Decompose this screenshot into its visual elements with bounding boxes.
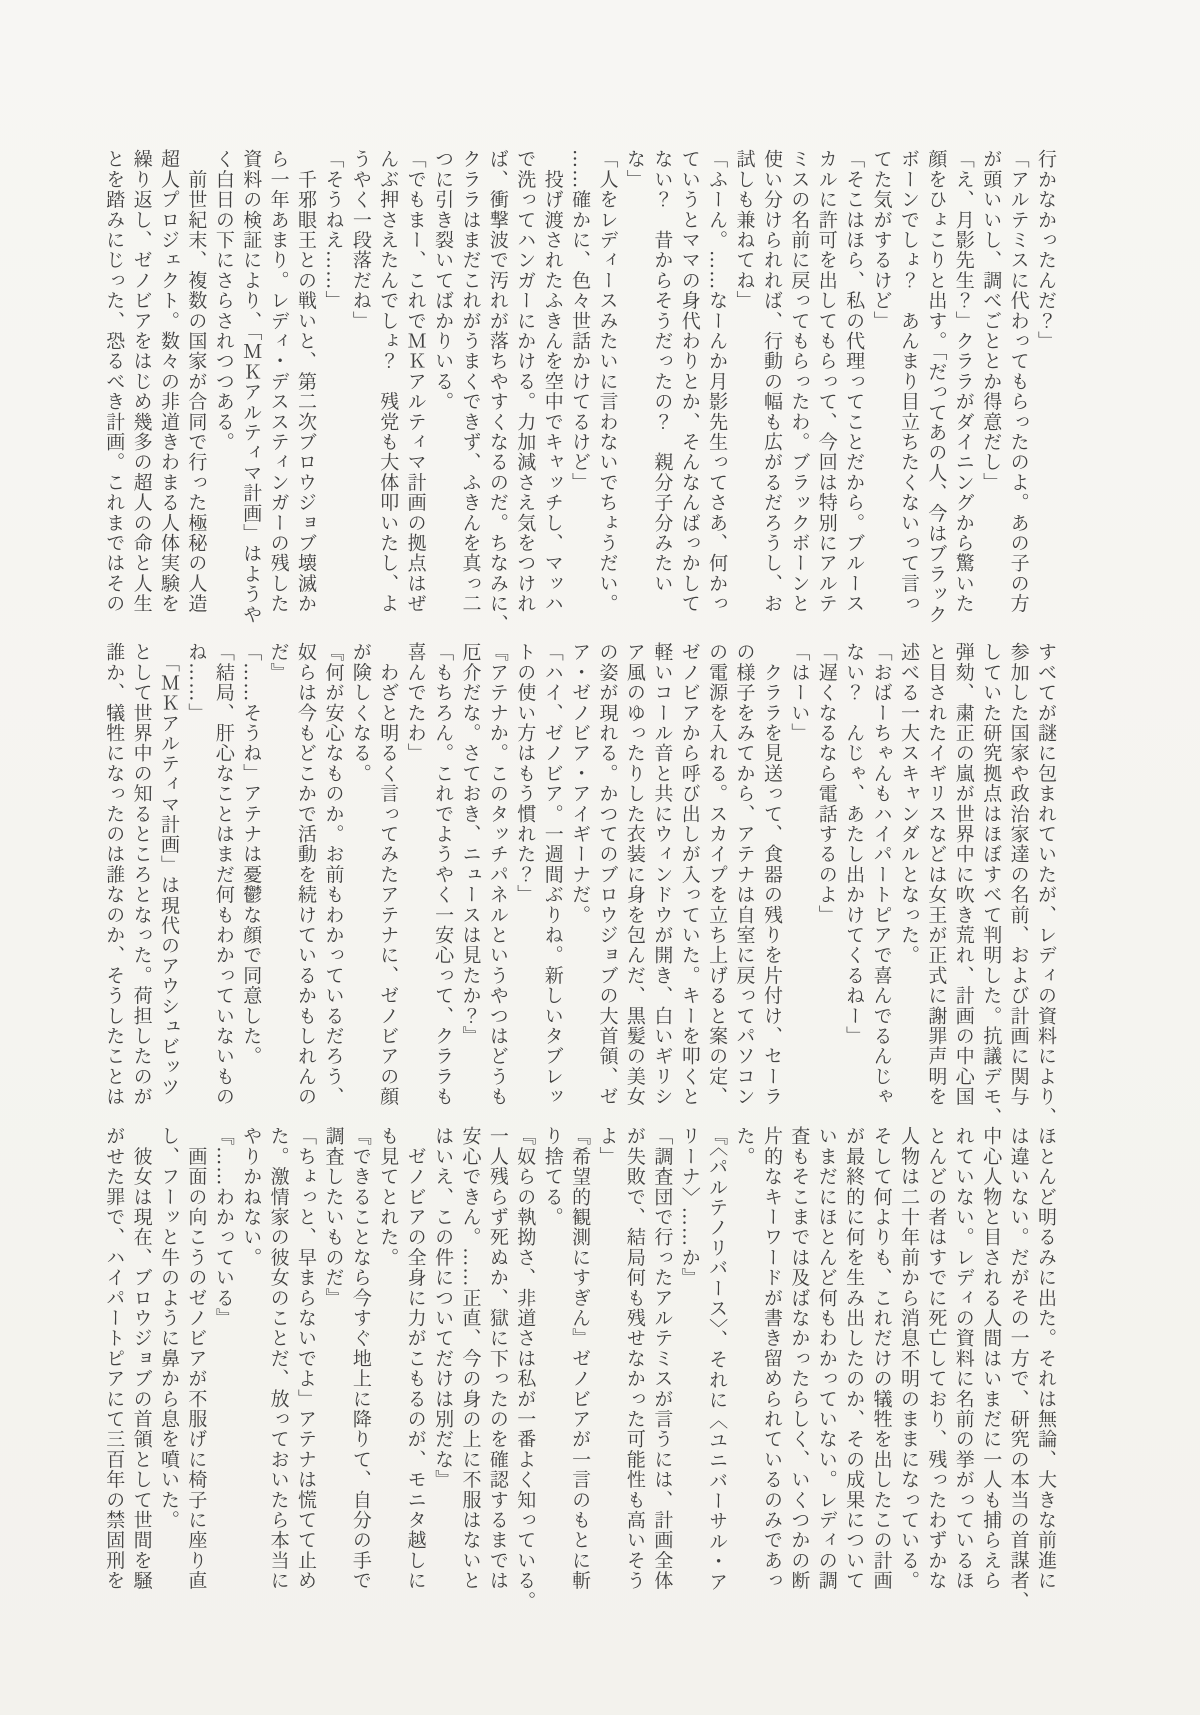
text-line: ほとんど明るみに出た。それは無論、大きな前進に [1035,1126,1057,1591]
text-line: が険しくなる。 [349,642,372,784]
text-line: 喜んでたわ」 [404,642,427,764]
text-line: ゼノビアから呼び出しが入っていた。キーを叩くと [678,642,701,1107]
text-line: ば、衝撃波で汚れが落ちやすくなるのだ。ちなみに、 [486,149,509,634]
text-block-middle [100,642,1059,1162]
text-line: た。激情家の彼女のことだ、放っておいたら本当に [267,1126,290,1591]
text-line: 画面の向こうのゼノビアが不服げに椅子に座り直 [185,1126,208,1591]
text-line: の様子をみてから、アテナは自室に戻ってパソコン [733,642,756,1107]
text-line: 「そこはほら、私の代理ってことだから。ブルース [843,149,866,614]
text-line: た。 [733,1126,756,1167]
text-line: 「おばーちゃんもハイパートピアで喜んでるんじゃ [870,642,893,1107]
text-line: 試しも兼ねてね」 [733,149,756,311]
text-line: がせた罪で、ハイパートピアにて三百年の禁固刑を [103,1126,126,1591]
text-line: そして何よりも、これだけの犠牲を出したこの計画 [870,1126,893,1591]
text-line: 調査したいものだ』 [322,1126,345,1308]
text-line: 「遅くなるなら電話するのよ」 [815,642,838,925]
text-line: 「ＭＫアルティマ計画」は現代のアウシュビッツ [158,642,180,1098]
text-line: と目されたイギリスなどは女王が正式に謝罪声明を [925,642,948,1107]
text-line: 「調査団で行ったアルテミスが言うには、計画全体 [651,1126,674,1591]
text-line: 資料の検証により、「ＭＫアルティマ計画」はようや [240,149,263,625]
text-line: 一人残らず死ぬか、獄に下ったのを確認するまでは [486,1126,509,1591]
text-line: 投げ渡されたふきんを空中でキャッチし、マッハ [541,149,564,614]
text-line: く白日の下にさらされつつある。 [212,149,235,452]
text-line: すべてが謎に包まれていたが、レディの資料により、 [1035,642,1057,1127]
text-line: 「ちょっと、早まらないでよ」アテナは慌てて止め [295,1126,318,1591]
text-line: 片的なキーワードが書き留められているのみであっ [760,1126,783,1591]
text-line: 『〈パルテノリバース〉、それに〈ユニバーサル・ア [706,1126,729,1592]
text-line: トの使い方はもう慣れた？」 [514,642,537,905]
text-line: 厄介だな。さておき、ニュースは見たか？』 [459,642,482,1046]
text-line: が最終的に何を生み出したのか、その成果について [843,1126,866,1591]
text-line: ゼノビアの全身に力がこもるのが、モニタ越しに [404,1126,427,1591]
text-line: クララはまだこれがうまくできず、ふきんを真っ二 [459,149,482,614]
text-line: し、フーッと牛のように鼻から息を噴いた。 [158,1126,180,1530]
text-block-top [100,149,1059,669]
text-line: 弾劾、粛正の嵐が世界中に吹き荒れ、計画の中心国 [952,642,975,1107]
text-line: とを踏みにじった、恐るべき計画。これまではその [103,149,126,614]
text-line: とんどの者はすでに死亡しており、残ったわずかな [925,1126,948,1591]
text-line: として世界中の知るところとなった。荷担したのが [130,642,153,1107]
text-line: で洗ってハンガーにかける。力加減さえ気をつけれ [514,149,537,614]
text-line: 千邪眼王との戦いと、第二次ブロウジョブ壊滅か [295,149,318,614]
text-line: リーナ〉……か』 [678,1126,701,1288]
text-line: いまだにほとんど何もわかっていない。レディの調 [815,1126,838,1591]
text-line: ……確かに、色々世話かけてるけど」 [569,149,592,493]
text-line: はいえ、この件についてだけは別だな』 [432,1126,455,1490]
text-line: 彼女は現在、ブロウジョブの首領として世間を騒 [130,1126,153,1591]
text-line: ア風のゆったりした衣装に身を包んだ、黒髪の美女 [623,642,646,1107]
text-line: わざと明るく言ってみたアテナに、ゼノビアの顔 [377,642,400,1107]
text-line: 「え、月影先生？」クララがダイニングから驚いた [952,149,975,614]
text-line: 「ふーん。……なーんか月影先生ってさあ、何かっ [706,149,729,614]
text-line: な」 [623,149,646,190]
text-line: ら一年あまり。レディ・デススティンガーの残した [267,149,290,614]
text-line: 『できることなら今すぐ地上に降りて、自分の手で [349,1126,372,1591]
text-line: 『アテナか。このタッチパネルというやつはどうも [486,642,509,1107]
text-line: の電源を入れる。スカイプを立ち上げると案の定、 [706,642,729,1107]
text-line: 「はーい」 [788,642,811,743]
text-line: 査もそこまでは及ばなかったらしく、いくつかの断 [788,1126,811,1591]
text-line: れていない。レディの資料に名前の挙がっているほ [952,1126,975,1591]
text-line: カルに許可を出してもらって、今回は特別にアルテ [815,149,838,614]
text-line: ね……」 [185,642,208,723]
text-line: クララを見送って、食器の残りを片付け、セーラ [760,642,783,1107]
text-line: が頭いいし、調べごととか得意だし」 [980,149,1003,493]
text-line: 行かなかったんだ？」 [1035,149,1057,351]
text-line: は違いない。だがその一方で、研究の本当の首謀者、 [1007,1126,1030,1611]
text-line: つに引き裂いてばかりいる。 [432,149,455,412]
text-line: 「もちろん。これでようやく一安心って、クララも [432,642,455,1107]
text-line: 「そうねえ……」 [322,149,345,311]
text-line: 「ハイ、ゼノビア。一週間ぶりね。新しいタブレッ [541,642,564,1107]
text-line: 繰り返し、ゼノビアをはじめ幾多の超人の命と人生 [130,149,153,614]
text-line: 顔をひょこりと出す。「だってあの人、今はブラック [925,149,948,625]
text-line: ていうとママの身代わりとか、そんなんばっかして [678,149,701,614]
text-line: 軽いコール音と共にウィンドウが開き、白いギリシ [651,642,674,1107]
text-line: 「人をレディースみたいに言わないでちょうだい。 [596,149,619,614]
text-line: 中心人物と目される人間はいまだに一人も捕らえら [980,1126,1003,1591]
text-line: 前世紀末、複数の国家が合同で行った極秘の人造 [185,149,208,614]
text-line: んぶ押さえたんでしょ？ 残党も大体叩いたし、よ [377,149,400,614]
text-line: 使い分けられれば、行動の幅も広がるだろうし、お [760,149,783,614]
text-line: ない？ んじゃ、あたし出かけてくるねー」 [843,642,866,1046]
text-line: てた気がするけど」 [870,149,893,331]
text-line: 奴らは今もどこかで活動を続けているかもしれんの [295,642,318,1107]
text-line: やりかねない。 [240,1126,263,1268]
text-line: うやく一段落だね」 [349,149,372,331]
text-line: 『希望的観測にすぎん』ゼノビアが一言のもとに斬 [569,1126,592,1591]
text-line: り捨てる。 [541,1126,564,1227]
text-line: していた研究拠点はほぼすべて判明した。抗議デモ、 [980,642,1003,1127]
text-line: も見てとれた。 [377,1126,400,1268]
text-line: 「アルテミスに代わってもらったのよ。あの子の方 [1007,149,1030,614]
text-line: 述べる一大スキャンダルとなった。 [897,642,920,966]
text-line: だ』 [267,642,290,683]
text-line: 「……そうね」アテナは憂鬱な顔で同意した。 [240,642,263,1067]
text-line: 『何が安心なものか。お前もわかっているだろう、 [322,642,345,1107]
text-line: 参加した国家や政治家達の名前、および計画に関与 [1007,642,1030,1107]
text-line: 誰か、犠牲になったのは誰なのか、そうしたことは [103,642,126,1107]
text-line: よ」 [596,1126,619,1167]
text-line: 「でもまー、これでＭＫアルティマ計画の拠点はぜ [404,149,427,614]
text-line: 超人プロジェクト。数々の非道きわまる人体実験を [158,149,180,614]
text-line: ミスの名前に戻ってもらったわ。ブラックボーンと [788,149,811,614]
text-line: 『……わかっている』 [212,1126,235,1328]
text-line: 人物は二十年前から消息不明のままになっている。 [897,1126,920,1591]
text-line: 安心できん。……正直、今の身の上に不服はないと [459,1126,482,1591]
text-line: ア・ゼノビア・アイギーナだ。 [569,642,592,925]
text-line: 『奴らの執拗さ、非道さは私が一番よく知っている。 [514,1126,537,1611]
text-line: の姿が現れる。かつてのブロウジョブの大首領、ゼ [596,642,619,1107]
text-line: 「結局、肝心なことはまだ何もわかっていないもの [212,642,235,1107]
text-line: ボーンでしょ？ あんまり目立ちたくないって言っ [897,149,920,614]
text-line: が失敗で、結局何も残せなかった可能性も高いそう [623,1126,646,1591]
text-line: ない？ 昔からそうだったの？ 親分子分みたい [651,149,674,594]
text-block-bottom [100,1126,1059,1646]
